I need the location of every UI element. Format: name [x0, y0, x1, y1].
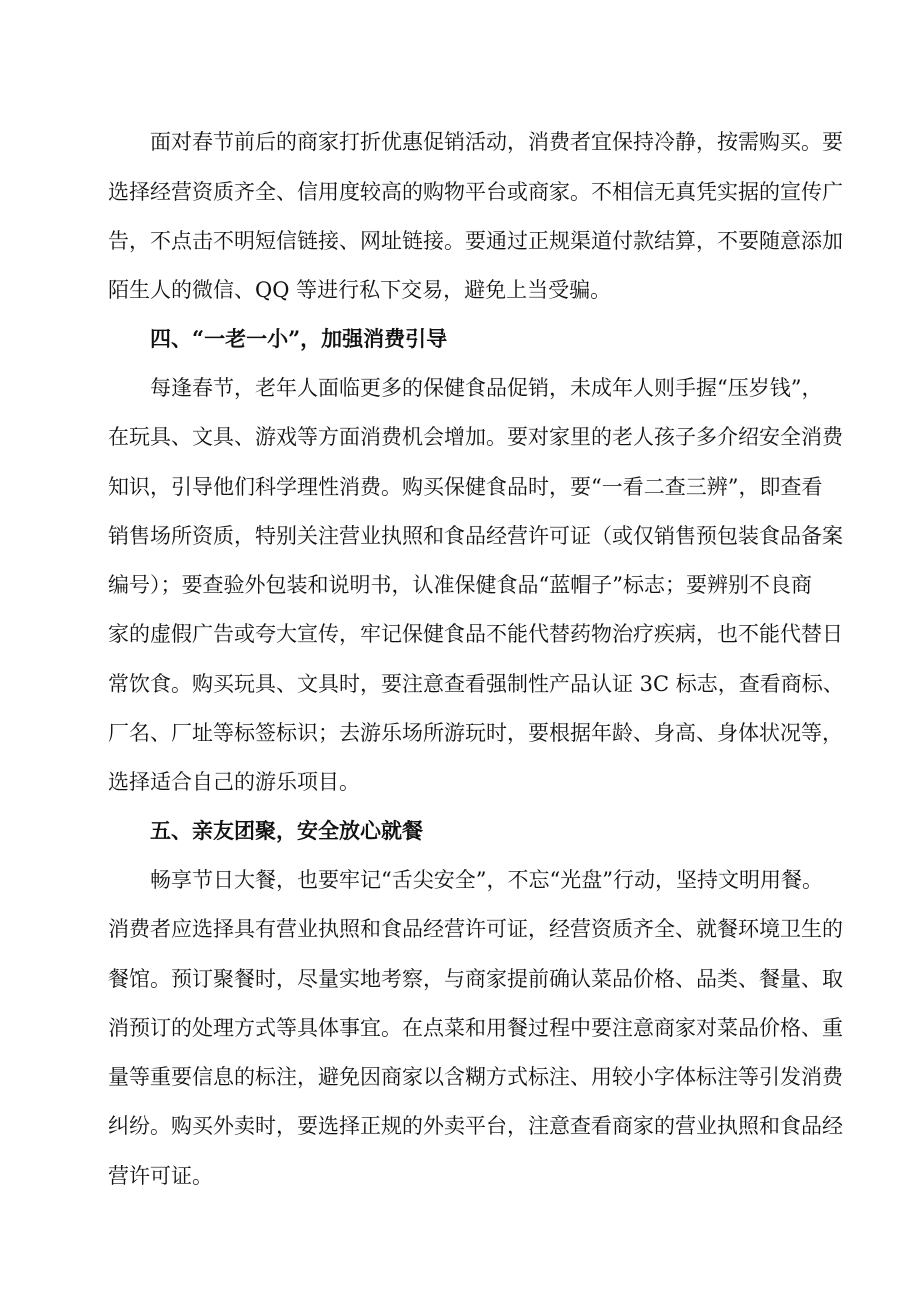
paragraph-line: 选择适合自己的游乐项目。	[108, 770, 360, 794]
paragraph-line: 消预订的处理方式等具体事宜。在点菜和用餐过程中要注意商家对菜品价格、重	[108, 1016, 843, 1040]
paragraph-line: 销售场所资质，特别关注营业执照和食品经营许可证（或仅销售预包装食品备案	[108, 524, 843, 548]
paragraph-line: 每逢春节，老年人面临更多的保健食品促销，未成年人则手握“压岁钱”，	[150, 376, 823, 400]
paragraph-line: 陌生人的微信、QQ 等进行私下交易，避免上当受骗。	[108, 278, 612, 302]
section-heading-five: 五、亲友团聚，安全放心就餐	[150, 818, 423, 843]
paragraph-line: 厂名、厂址等标签标识；去游乐场所游玩时，要根据年龄、身高、身体状况等，	[108, 721, 843, 745]
paragraph-line: 面对春节前后的商家打折优惠促销活动，消费者宜保持冷静，按需购买。要	[150, 130, 843, 154]
paragraph-line: 编号）；要查验外包装和说明书，认准保健食品“蓝帽子”标志；要辨别不良商	[108, 573, 812, 597]
paragraph-line: 纠纷。购买外卖时，要选择正规的外卖平台，注意查看商家的营业执照和食品经	[108, 1114, 843, 1138]
paragraph-line: 营许可证。	[108, 1164, 213, 1188]
paragraph-line: 量等重要信息的标注，避免因商家以含糊方式标注、用较小字体标注等引发消费	[108, 1065, 843, 1089]
paragraph-line: 在玩具、文具、游戏等方面消费机会增加。要对家里的老人孩子多介绍安全消费	[108, 425, 843, 449]
section-heading-four: 四、“一老一小”，加强消费引导	[150, 326, 448, 351]
paragraph-line: 选择经营资质齐全、信用度较高的购物平台或商家。不相信无真凭实据的宣传广	[108, 180, 843, 204]
paragraph-line: 知识，引导他们科学理性消费。购买保健食品时，要“一看二查三辨”，即查看	[108, 475, 823, 499]
paragraph-line: 畅享节日大餐，也要牢记“舌尖安全”，不忘“光盘”行动，坚持文明用餐。	[150, 868, 823, 892]
paragraph-line: 家的虚假广告或夸大宣传，牢记保健食品不能代替药物治疗疾病，也不能代替日	[108, 622, 843, 646]
paragraph-line: 告，不点击不明短信链接、网址链接。要通过正规渠道付款结算，不要随意添加	[108, 229, 843, 253]
paragraph-line: 常饮食。购买玩具、文具时，要注意查看强制性产品认证 3C 标志，查看商标、	[108, 672, 844, 696]
paragraph-line: 餐馆。预订聚餐时，尽量实地考察，与商家提前确认菜品价格、品类、餐量、取	[108, 967, 843, 991]
paragraph-line: 消费者应选择具有营业执照和食品经营许可证，经营资质齐全、就餐环境卫生的	[108, 917, 843, 941]
